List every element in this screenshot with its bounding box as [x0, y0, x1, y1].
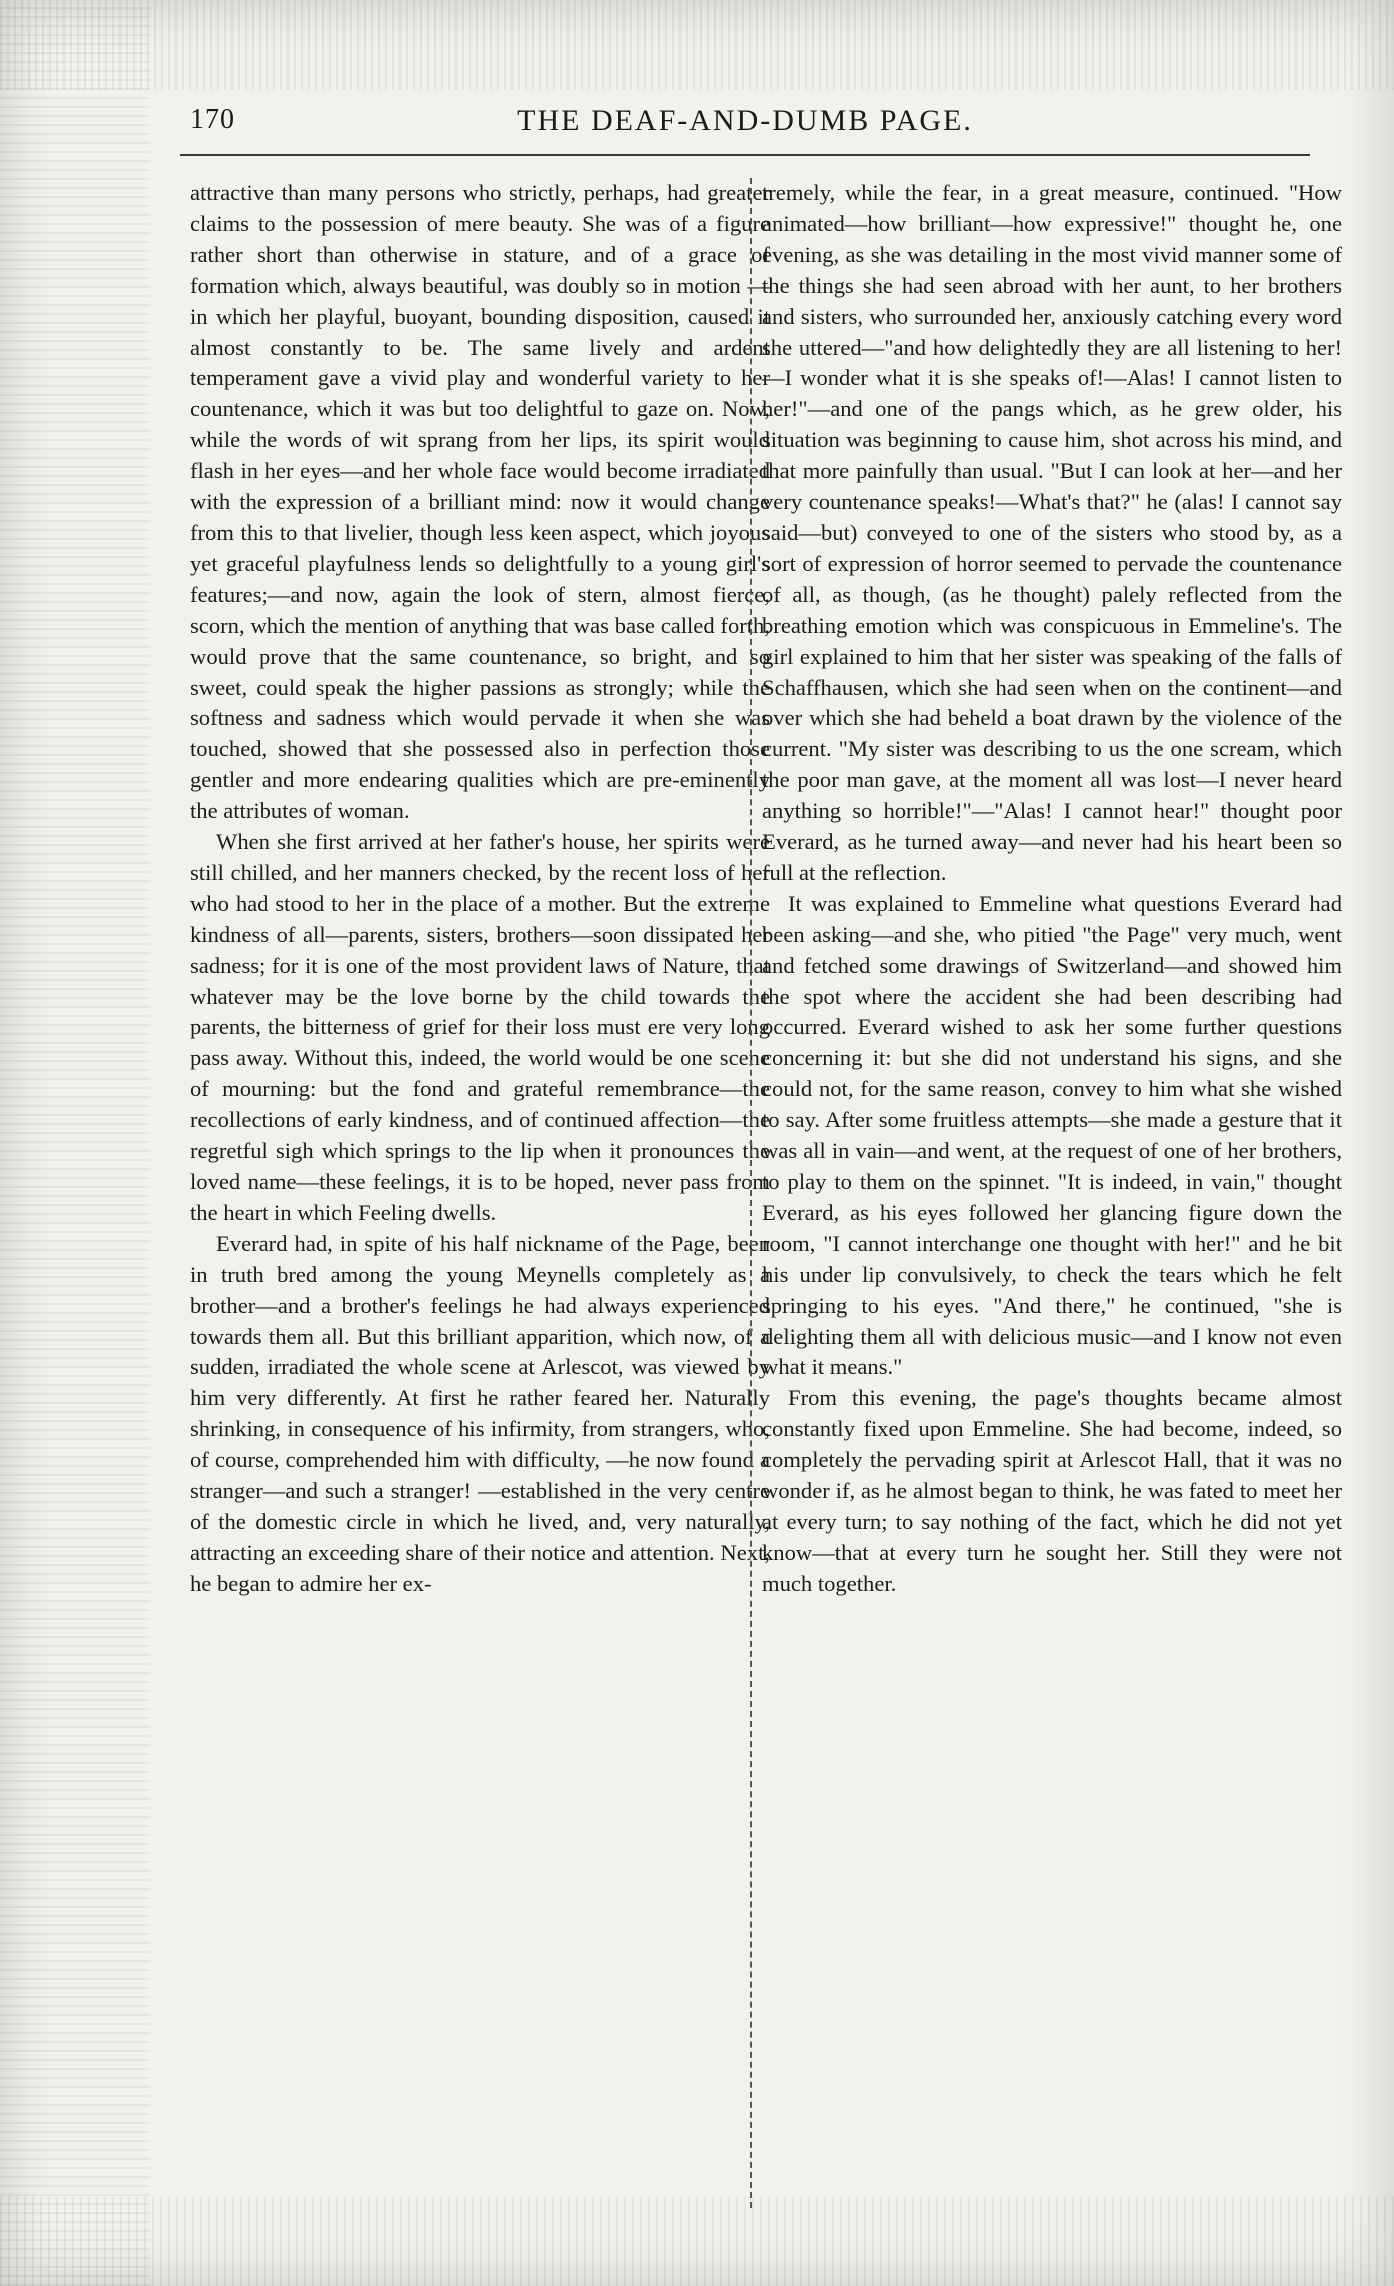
paragraph: Everard had, in spite of his half nickname of the Page, been in truth bred among the young Meynells completely as a brother—and a brother's feelings he had always experienced towards them all. But this brilliant apparition, which now, of a sudden, irradiated the whole scene at Arlescot, was viewed by him very differently. At first he rather feared her. Naturally shrinking, in consequence of his infirmity, from strangers, who, of course, comprehended him with difficulty, —he now found a stranger—and such a stranger! —established in the very centre of the domestic circle in which he lived, and, very naturally, attracting an exceeding share of their notice and attention. Next, he began to admire her ex-	[190, 1230, 770, 1596]
column-divider	[750, 178, 752, 2208]
page-number: 170	[190, 104, 235, 135]
print-speckle-top	[0, 0, 1394, 90]
paragraph: When she first arrived at her father's house, her spirits were still chilled, and her manners checked, by the recent loss of her who had stood to her in the place of a mother. But the extreme kindness of all—parents, sisters, brothers—soon dissipated her sadness; for it is one of the most provident laws of Nature, that whatever may be the love borne by the child towards the parents, the bitterness of grief for their loss must ere very long pass away. Without this, indeed, the world would be one scene of mourning: but the fond and grateful remembrance—the recollections of early kindness, and of continued affection—the regretful sigh which springs to the lip when it pronounces the loved name—these feelings, it is to be hoped, never pass from the heart in which Feeling dwells.	[190, 829, 770, 1225]
right-column	[762, 178, 1342, 2208]
paragraph: tremely, while the fear, in a great measure, continued. "How animated—how brilliant—how expressive!" thought he, one evening, as she was detailing in the most vivid manner some of the things she had seen abroad with her aunt, to her brothers and sisters, who surrounded her, anxiously catching every word she uttered—"and how delightedly they are all listening to her!—I wonder what it is she speaks of!—Alas! I cannot listen to her!"—and one of the pangs which, as he grew older, his situation was beginning to cause him, shot across his mind, and that more painfully than usual. "But I can look at her—and her very countenance speaks!—What's that?" he (alas! I cannot say said—but) conveyed to one of the sisters who stood by, as a sort of expression of horror seemed to pervade the countenance of all, as though, (as he thought) palely reflected from the breathing emotion which was conspicuous in Emmeline's. The girl explained to him that her sister was speaking of the falls of Schaffhausen, which she had seen when on the continent—and over which she had beheld a boat drawn by the violence of the current. "My sister was describing to us the one scream, which the poor man gave, at the moment all was lost—I never heard anything so horrible!"—"Alas! I cannot hear!" thought poor Everard, as he turned away—and never had his heart been so full at the reflection.	[762, 180, 1342, 885]
running-header	[180, 104, 1310, 154]
paragraph: From this evening, the page's thoughts became almost constantly fixed upon Emmeline. She had become, indeed, so completely the pervading spirit at Arlescot Hall, that it was no wonder if, as he almost began to think, he was fated to meet her at every turn; to say nothing of the fact, which he did not yet know—that at every turn he sought her. Still they were not much together.	[762, 1385, 1342, 1596]
print-speckle-left	[0, 0, 150, 2286]
paragraph: attractive than many persons who strictly, perhaps, had greater claims to the possession of mere beauty. She was of a figure rather short than otherwise in stature, and of a grace of formation which, always beautiful, was doubly so in motion —in which her playful, buoyant, bounding disposition, caused it almost constantly to be. The same lively and ardent temperament gave a vivid play and wonderful variety to her countenance, which it was but too delightful to gaze on. Now, while the words of wit sprang from her lips, its spirit would flash in her eyes—and her whole face would become irradiated with the expression of a brilliant mind: now it would change from this to that livelier, though less keen aspect, which joyous yet graceful playfulness lends so delightfully to a young girl's features;—and now, again the look of stern, almost fierce, scorn, which the mention of anything that was base called forth, would prove that the same countenance, so bright, and so sweet, could speak the higher passions as strongly; while the softness and sadness which would pervade it when she was touched, showed that she possessed also in perfection those gentler and more endearing qualities which are pre-eminently the attributes of woman.	[190, 180, 770, 824]
paragraph: It was explained to Emmeline what questions Everard had been asking—and she, who pitied "the Page" very much, went and fetched some drawings of Switzerland—and showed him the spot where the accident she had been describing had occurred. Everard wished to ask her some further questions concerning it: but she did not understand his signs, and she could not, for the same reason, convey to him what she wished to say. After some fruitless attempts—she made a gesture that it was all in vain—and went, at the request of one of her brothers, to play to them on the spinnet. "It is indeed, in vain," thought Everard, as his eyes followed her glancing figure down the room, "I cannot interchange one thought with her!" and he bit his under lip convulsively, to check the tears which he felt springing to his eyes. "And there," he continued, "she is delighting them all with delicious music—and I know not even what it means."	[762, 890, 1342, 1380]
print-speckle-bottom	[0, 2196, 1394, 2286]
left-column	[190, 178, 770, 2208]
running-title: THE DEAF-AND-DUMB PAGE.	[517, 104, 973, 137]
header-rule	[180, 154, 1310, 156]
